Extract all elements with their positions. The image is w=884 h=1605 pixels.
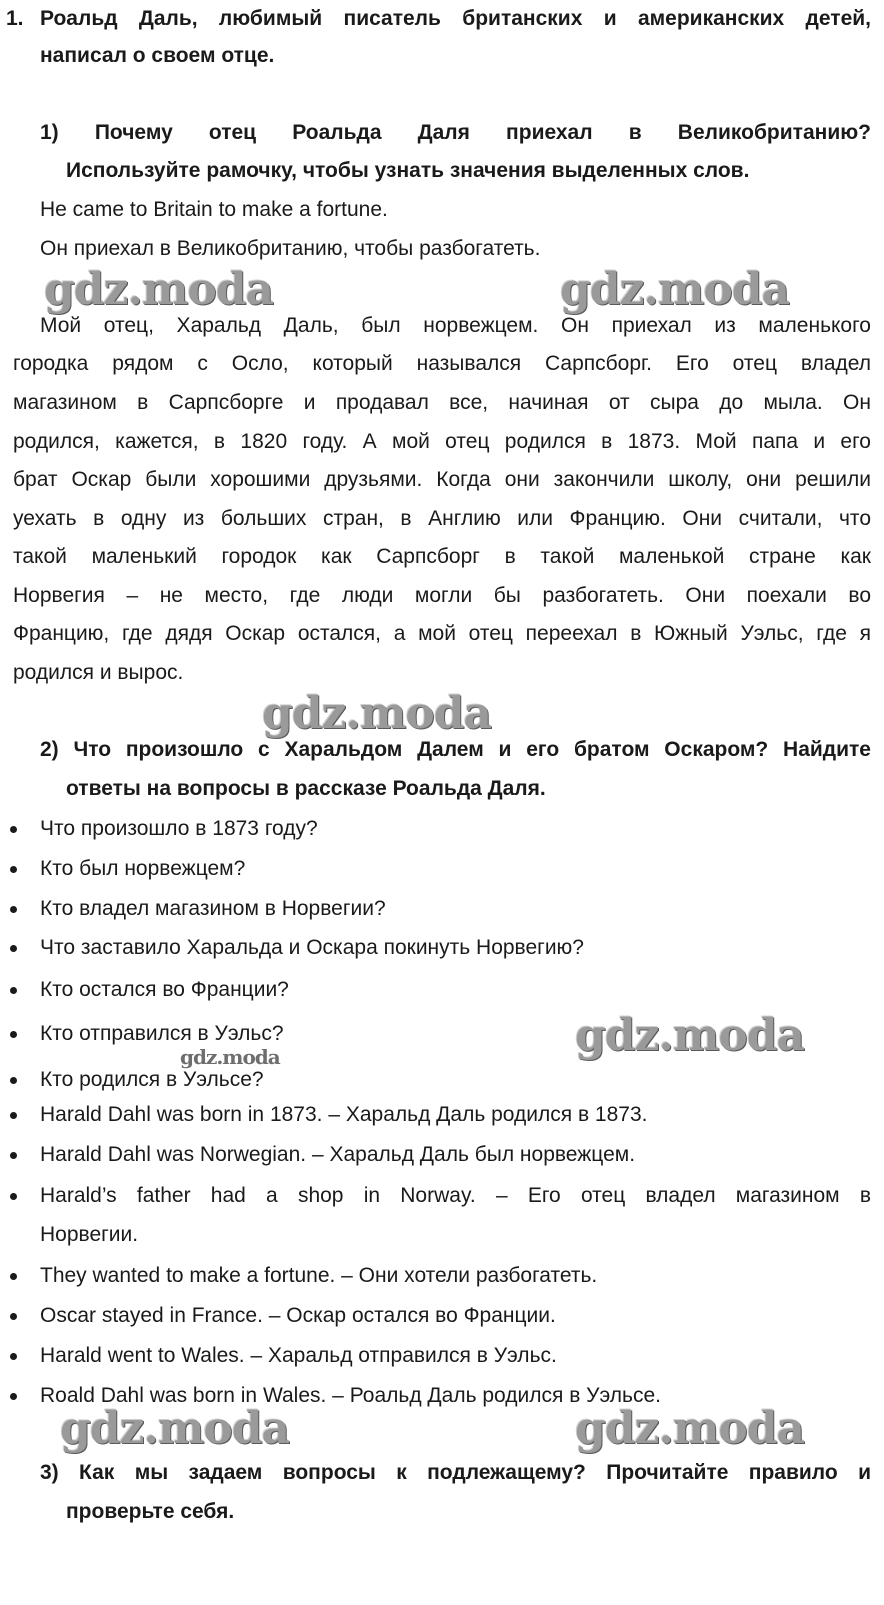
bullet-icon [10, 1112, 17, 1119]
q2-heading-line-1: 2) Что произошло с Харальдом Далем и его братом Оскаром? Найдите [40, 738, 871, 761]
story-line: уехать в одну из больших стран, в Англию или Францию. Они считали, что [13, 507, 871, 530]
watermark-logo: gdz.moda [262, 688, 492, 739]
q1-heading-line-2: Используйте рамочку, чтобы узнать значения выделенных слов. [66, 159, 750, 182]
bullet-icon [10, 866, 17, 873]
question-item: Что произошло в 1873 году? [40, 817, 318, 840]
watermark-logo: gdz.moda [60, 1403, 290, 1454]
story-line: Францию, где дядя Оскар остался, а мой отец переехал в Южный Уэльс, где я [13, 622, 871, 645]
q3-heading-line-1: 3) Как мы задаем вопросы к подлежащему? Прочитайте правило и [40, 1461, 871, 1484]
q1-answer-ru: Он приехал в Великобританию, чтобы разбогатеть. [40, 237, 541, 260]
story-line: родился, кажется, в 1820 году. А мой отец родился в 1873. Мой папа и его [13, 430, 871, 453]
watermark-logo: gdz.moda [180, 1045, 280, 1069]
answer-item: They wanted to make a fortune. – Они хотели разбогатеть. [40, 1264, 598, 1287]
bullet-icon [10, 987, 17, 994]
bullet-icon [10, 1313, 17, 1320]
bullet-icon [10, 1077, 17, 1084]
bullet-icon [10, 826, 17, 833]
story-line: Мой отец, Харальд Даль, был норвежцем. Он приехал из маленького [40, 314, 871, 337]
question-item: Что заставило Харальда и Оскара покинуть Норвегию? [40, 936, 584, 959]
answer-item: Harald’s father had a shop in Norway. – Его отец владел магазином в [40, 1184, 871, 1207]
bullet-icon [10, 1393, 17, 1400]
watermark-logo: gdz.moda [560, 264, 790, 315]
story-line: магазином в Сарпсборге и продавал все, начиная от сыра до мыла. Он [13, 391, 871, 414]
q3-heading-line-2: проверьте себя. [66, 1500, 235, 1523]
question-item: Кто остался во Франции? [40, 978, 289, 1001]
question-item: Кто родился в Уэльсе? [40, 1068, 264, 1091]
watermark-logo: gdz.moda [575, 1403, 805, 1454]
story-line: городка рядом с Осло, который назывался Сарпсборг. Его отец владел [13, 352, 871, 375]
story-line: родился и вырос. [13, 661, 184, 684]
story-line: такой маленький городок как Сарпсборг в такой маленькой стране как [13, 545, 871, 568]
story-line: Норвегия – не место, где люди могли бы разбогатеть. Они поехали во [13, 584, 871, 607]
answer-item-continued: Норвегии. [40, 1223, 139, 1246]
bullet-icon [10, 1031, 17, 1038]
q1-heading-line-1: 1) Почему отец Роальда Даля приехал в Великобританию? [40, 121, 871, 144]
answer-item: Oscar stayed in France. – Оскар остался во Франции. [40, 1304, 556, 1327]
answer-item: Harald went to Wales. – Харальд отправился в Уэльс. [40, 1344, 557, 1367]
bullet-icon [10, 1193, 17, 1200]
bullet-icon [10, 1152, 17, 1159]
watermark-logo: gdz.moda [575, 1010, 805, 1061]
bullet-icon [10, 945, 17, 952]
task-intro-line-2: написал о своем отце. [40, 44, 275, 67]
bullet-icon [10, 1353, 17, 1360]
answer-item: Roald Dahl was born in Wales. – Роальд Даль родился в Уэльсе. [40, 1384, 661, 1407]
task-intro-line-1: Роальд Даль, любимый писатель британских и американских детей, [40, 7, 871, 30]
question-item: Кто владел магазином в Норвегии? [40, 897, 386, 920]
question-item: Кто отправился в Уэльс? [40, 1022, 284, 1045]
task-number: 1. [6, 7, 24, 30]
question-item: Кто был норвежцем? [40, 857, 246, 880]
answer-item: Harald Dahl was born in 1873. – Харальд Даль родился в 1873. [40, 1103, 648, 1126]
story-line: брат Оскар были хорошими друзьями. Когда они закончили школу, они решили [13, 468, 871, 491]
bullet-icon [10, 906, 17, 913]
bullet-icon [10, 1273, 17, 1280]
q1-answer-en: He came to Britain to make a fortune. [40, 198, 388, 221]
answer-item: Harald Dahl was Norwegian. – Харальд Даль был норвежцем. [40, 1143, 636, 1166]
watermark-logo: gdz.moda [44, 264, 274, 315]
q2-heading-line-2: ответы на вопросы в рассказе Роальда Даля. [66, 777, 546, 800]
